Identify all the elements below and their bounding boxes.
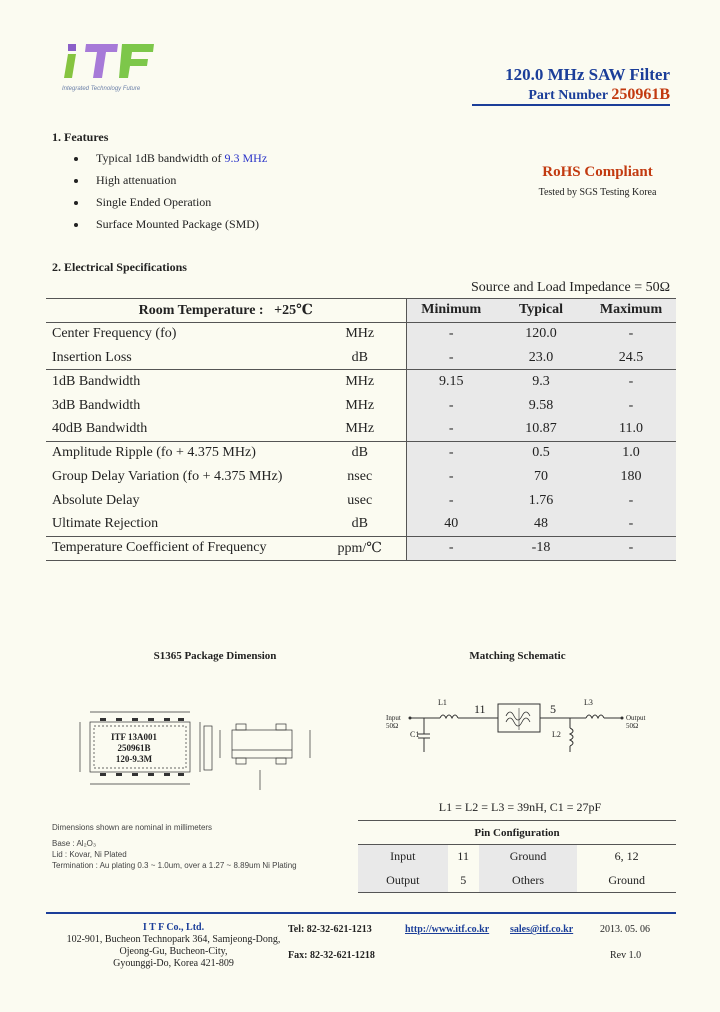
schematic-title: Matching Schematic bbox=[469, 650, 566, 662]
min-cell: - bbox=[406, 346, 496, 370]
label-l1: L1 bbox=[438, 698, 447, 707]
pin-config-title: Pin Configuration bbox=[358, 821, 676, 845]
table-row bbox=[358, 869, 676, 893]
pin-group-pins: Ground bbox=[577, 869, 676, 893]
pin-number: 5 bbox=[448, 869, 479, 893]
unit-cell: ppm/℃ bbox=[314, 536, 406, 560]
typ-cell: 0.5 bbox=[496, 441, 586, 465]
marking-line: ITF 13A001 bbox=[111, 732, 157, 742]
room-temp-cell bbox=[46, 299, 406, 323]
unit-cell: MHz bbox=[314, 417, 406, 441]
room-temp-label: Room Temperature : bbox=[138, 302, 264, 318]
max-cell: 180 bbox=[586, 465, 676, 489]
typ-cell: 70 bbox=[496, 465, 586, 489]
feature-text: Surface Mounted Package (SMD) bbox=[96, 217, 259, 231]
part-number-value: 250961B bbox=[611, 86, 670, 103]
table-row bbox=[46, 394, 676, 418]
col-typical: Typical bbox=[496, 299, 586, 323]
label-l3: L3 bbox=[584, 698, 593, 707]
feature-text: Single Ended Operation bbox=[96, 195, 212, 209]
package-lid: Lid : Kovar, Ni Plated bbox=[52, 850, 127, 859]
typ-cell: 9.58 bbox=[496, 394, 586, 418]
footer-website-link[interactable]: http://www.itf.co.kr bbox=[405, 924, 490, 935]
table-row bbox=[46, 322, 676, 346]
output-label: Output 50Ω bbox=[626, 714, 646, 730]
features-heading: 1. Features bbox=[52, 130, 109, 144]
param-cell: Amplitude Ripple (fo + 4.375 MHz) bbox=[52, 445, 256, 461]
min-cell: - bbox=[406, 441, 496, 465]
package-drawing bbox=[60, 700, 340, 810]
min-cell: - bbox=[406, 417, 496, 441]
itf-logo-icon bbox=[62, 40, 162, 80]
header-rule bbox=[472, 104, 670, 106]
pin-header-row bbox=[358, 821, 676, 845]
param-cell: Ultimate Rejection bbox=[46, 513, 314, 537]
footer-tel: Tel: 82-32-621-1213 bbox=[288, 924, 372, 935]
unit-cell: usec bbox=[347, 492, 373, 508]
label-pin-11: 11 bbox=[474, 702, 486, 716]
typ-cell: 120.0 bbox=[496, 322, 586, 346]
max-cell: - bbox=[586, 394, 676, 418]
max-cell: 1.0 bbox=[586, 441, 676, 465]
package-note: Dimensions shown are nominal in millimeters bbox=[52, 823, 213, 832]
table-row bbox=[46, 536, 676, 560]
typ-cell: 9.3 bbox=[496, 370, 586, 394]
footer-fax: Fax: 82-32-621-1218 bbox=[288, 950, 375, 961]
bullet-icon bbox=[74, 223, 78, 227]
footer-address bbox=[46, 922, 301, 970]
table-row bbox=[46, 513, 676, 537]
impedance-note: Source and Load Impedance = 50Ω bbox=[470, 280, 670, 295]
param-cell: Temperature Coefficient of Frequency bbox=[46, 536, 314, 560]
product-title: 120.0 MHz SAW Filter bbox=[505, 65, 670, 84]
footer-email-link[interactable]: sales@itf.co.kr bbox=[510, 924, 574, 935]
features-list bbox=[74, 151, 267, 239]
max-cell: - bbox=[586, 513, 676, 537]
min-cell: - bbox=[406, 394, 496, 418]
unit-cell: nsec bbox=[347, 468, 373, 484]
list-item bbox=[74, 173, 267, 195]
min-cell: 9.15 bbox=[406, 370, 496, 394]
package-title: S1365 Package Dimension bbox=[153, 650, 277, 662]
component-values: L1 = L2 = L3 = 39nH, C1 = 27pF bbox=[438, 800, 602, 814]
unit-cell: MHz bbox=[345, 326, 375, 342]
bullet-icon bbox=[74, 157, 78, 161]
col-minimum: Minimum bbox=[406, 299, 496, 323]
list-item bbox=[74, 217, 267, 239]
param-cell: 3dB Bandwidth bbox=[52, 397, 141, 413]
pin-group-pins: 6, 12 bbox=[614, 849, 639, 864]
min-cell: - bbox=[406, 465, 496, 489]
footer-date: 2013. 05. 06 bbox=[600, 924, 650, 935]
marking-line: 120-9.3M bbox=[115, 754, 153, 764]
min-cell: - bbox=[406, 489, 496, 513]
input-label: Input 50Ω bbox=[386, 714, 401, 730]
rohs-title: RoHS Compliant bbox=[542, 164, 653, 180]
unit-cell: dB bbox=[351, 445, 368, 461]
unit-cell: dB bbox=[314, 513, 406, 537]
package-base: Base : Al₂O₃ bbox=[52, 839, 97, 848]
table-row bbox=[46, 370, 676, 394]
max-cell: 24.5 bbox=[586, 346, 676, 370]
table-row bbox=[46, 489, 676, 513]
list-item bbox=[74, 195, 267, 217]
footer-revision: Rev 1.0 bbox=[610, 950, 642, 961]
param-cell: Insertion Loss bbox=[46, 346, 314, 370]
max-cell: - bbox=[586, 370, 676, 394]
pin-group-name: Ground bbox=[479, 845, 578, 869]
typ-cell: 1.76 bbox=[496, 489, 586, 513]
table-row bbox=[46, 441, 676, 465]
table-row bbox=[358, 845, 676, 869]
label-pin-5: 5 bbox=[550, 702, 556, 716]
param-cell: 1dB Bandwidth bbox=[52, 374, 141, 390]
bullet-icon bbox=[74, 179, 78, 183]
footer-addr-line: 102-901, Bucheon Technopark 364, Samjeong-Dong, bbox=[66, 934, 281, 945]
param-cell: 40dB Bandwidth bbox=[46, 417, 314, 441]
unit-cell: MHz bbox=[345, 374, 375, 390]
feature-highlight: 9.3 MHz bbox=[224, 151, 268, 165]
footer-rule bbox=[46, 912, 676, 914]
rohs-subtitle: Tested by SGS Testing Korea bbox=[538, 187, 657, 198]
table-row bbox=[46, 346, 676, 370]
marking-line: 250961B bbox=[117, 743, 151, 753]
param-cell: Group Delay Variation (fo + 4.375 MHz) bbox=[52, 468, 283, 484]
pin-name: Input bbox=[358, 845, 448, 869]
matching-schematic bbox=[382, 696, 682, 776]
min-cell: - bbox=[406, 536, 496, 560]
package-outline-icon bbox=[60, 700, 340, 810]
typ-cell: 10.87 bbox=[496, 417, 586, 441]
spec-body bbox=[46, 322, 676, 560]
typ-cell: 48 bbox=[496, 513, 586, 537]
part-number-line bbox=[528, 86, 670, 104]
param-cell: Absolute Delay bbox=[52, 492, 140, 508]
footer-addr-line: Gyounggi-Do, Korea 421-809 bbox=[113, 958, 234, 969]
pin-name: Output bbox=[358, 869, 448, 893]
package-marking bbox=[104, 732, 164, 765]
pin-number: 11 bbox=[457, 849, 469, 864]
min-cell: - bbox=[406, 322, 496, 346]
label-l2: L2 bbox=[552, 730, 561, 739]
footer-addr-line: Ojeong-Gu, Bucheon-City, bbox=[119, 946, 228, 957]
list-item bbox=[74, 151, 267, 173]
electrical-heading: 2. Electrical Specifications bbox=[52, 260, 187, 274]
param-cell: Center Frequency (fo) bbox=[52, 326, 177, 342]
logo-tagline: Integrated Technology Future bbox=[62, 86, 141, 92]
typ-cell: 23.0 bbox=[496, 346, 586, 370]
max-cell: - bbox=[586, 536, 676, 560]
room-temp-value: +25℃ bbox=[274, 302, 313, 318]
typ-cell: -18 bbox=[496, 536, 586, 560]
pin-group-name: Others bbox=[479, 869, 578, 893]
company-logo bbox=[62, 40, 162, 90]
unit-cell: MHz bbox=[345, 397, 375, 413]
table-row bbox=[46, 417, 676, 441]
package-termination: Termination : Au plating 0.3 ~ 1.0um, over a 1.27 ~ 8.89um Ni Plating bbox=[52, 861, 297, 870]
max-cell: - bbox=[586, 489, 676, 513]
package-notes bbox=[52, 822, 297, 871]
spec-table bbox=[46, 298, 676, 561]
min-cell: 40 bbox=[406, 513, 496, 537]
label-c1: C1 bbox=[410, 730, 420, 739]
pin-config-table bbox=[358, 820, 676, 893]
max-cell: 11.0 bbox=[586, 417, 676, 441]
max-cell: - bbox=[586, 322, 676, 346]
footer-company: I T F Co., Ltd. bbox=[142, 922, 205, 933]
table-row bbox=[46, 465, 676, 489]
schematic-diagram-icon bbox=[382, 696, 682, 776]
unit-cell: dB bbox=[314, 346, 406, 370]
feature-text: High attenuation bbox=[96, 173, 177, 187]
col-maximum: Maximum bbox=[586, 299, 676, 323]
part-number-label: Part Number bbox=[528, 88, 608, 103]
bullet-icon bbox=[74, 201, 78, 205]
spec-header-row bbox=[46, 299, 676, 323]
feature-text: Typical 1dB bandwidth of bbox=[96, 151, 225, 165]
